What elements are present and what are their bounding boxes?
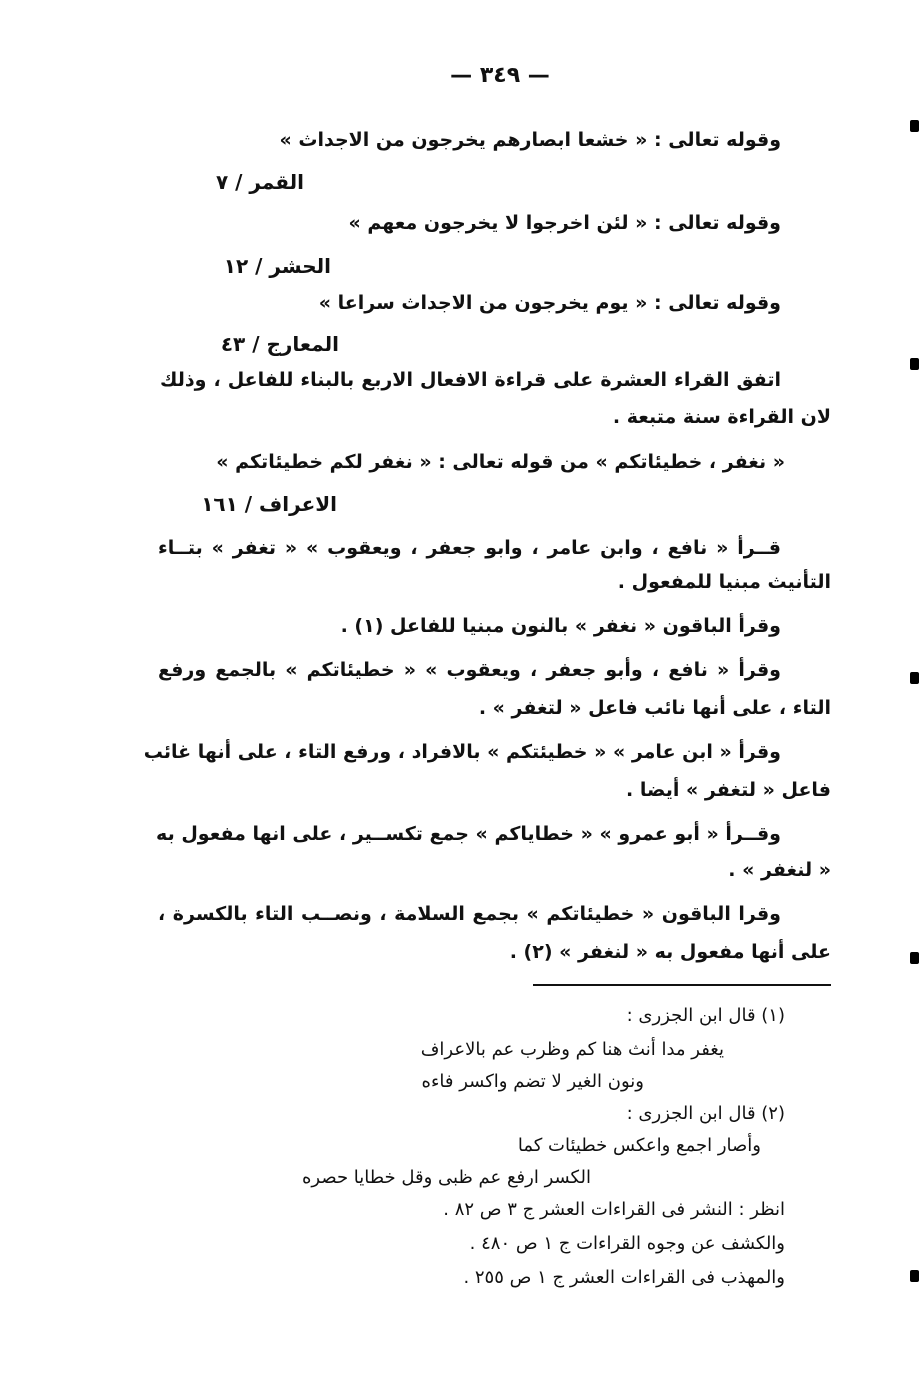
footnote-source: والكشف عن وجوه القراءات ج ١ ص ٤٨٠ .: [469, 1233, 785, 1254]
footnote-poem-line: وأصار اجمع واعكس خطيئات كما: [517, 1135, 761, 1156]
footnote-poem-line: الكسر ارفع عم ظبى وقل خطايا حصره: [301, 1167, 591, 1188]
paragraph-line: اتفق القراء العشرة على قراءة الافعال الاربع بالبناء للفاعل ، وذلك: [160, 369, 781, 391]
paragraph-line: « لنغفر » .: [728, 859, 831, 881]
verse-reference-3: المعارج / ٤٣: [220, 332, 339, 356]
paragraph-line: لان القراءة سنة متبعة .: [612, 406, 831, 428]
verse-reference-2: الحشر / ١٢: [223, 254, 331, 278]
footnote-1-heading: (١) قال ابن الجزرى :: [626, 1005, 785, 1026]
footnote-source: والمهذب فى القراءات العشر ج ١ ص ٢٥٥ .: [463, 1267, 785, 1288]
verse-reference-4: الاعراف / ١٦١: [201, 492, 337, 516]
page-number: — ٣٤٩ —: [450, 63, 550, 88]
paragraph-line: قــرأ « نافع ، وابن عامر ، وابو جعفر ، ويعقوب » « تغفر » بتــاء: [158, 537, 781, 559]
paragraph-line: وقرأ « نافع ، وأبو جعفر ، ويعقوب » « خطيئاتكم » بالجمع ورفع: [158, 659, 781, 681]
footnote-separator: [533, 984, 831, 986]
paragraph-line: فاعل « لتغفر » أيضا .: [626, 779, 831, 801]
footnote-poem-line: ونون الغير لا تضم واكسر فاءه: [421, 1071, 644, 1092]
paragraph-line: على أنها مفعول به « لنغفر » (٢) .: [509, 941, 831, 963]
paragraph-line: التأنيث مبنيا للمفعول .: [617, 571, 831, 593]
scan-edge-mark: [910, 358, 919, 370]
paragraph-line: وقرأ « ابن عامر » « خطيئتكم » بالافراد ، ورفع التاء ، على أنها غائب: [143, 741, 781, 763]
verse-reference-1: القمر / ٧: [215, 170, 304, 194]
verse-line-2: وقوله تعالى : « لئن اخرجوا لا يخرجون معهم »: [348, 212, 781, 234]
scan-edge-mark: [910, 1270, 919, 1282]
footnote-2-heading: (٢) قال ابن الجزرى :: [626, 1103, 785, 1124]
section-heading: « نغفر ، خطيئاتكم » من قوله تعالى : « نغفر لكم خطيئاتكم »: [216, 451, 785, 473]
verse-line-1: وقوله تعالى : « خشعا ابصارهم يخرجون من الاجداث »: [279, 129, 781, 151]
footnote-poem-line: يغفر مدا أنث هنا كم وظرب عم بالاعراف: [420, 1039, 724, 1060]
scan-edge-mark: [910, 120, 919, 132]
verse-line-3: وقوله تعالى : « يوم يخرجون من الاجداث سراعا »: [318, 292, 781, 314]
paragraph-line: وقرا الباقون « خطيئاتكم » بجمع السلامة ، ونصــب التاء بالكسرة ،: [158, 903, 781, 925]
footnote-source: انظر : النشر فى القراءات العشر ج ٣ ص ٨٢ .: [443, 1199, 785, 1220]
paragraph-line: التاء ، على أنها نائب فاعل « لتغفر » .: [478, 697, 831, 719]
paragraph-line: وقرأ الباقون « نغفر » بالنون مبنيا للفاعل (١) .: [340, 615, 781, 637]
paragraph-line: وقــرأ « أبو عمرو » « خطاياكم » جمع تكســير ، على انها مفعول به: [156, 823, 781, 845]
scan-edge-mark: [910, 672, 919, 684]
scan-edge-mark: [910, 952, 919, 964]
